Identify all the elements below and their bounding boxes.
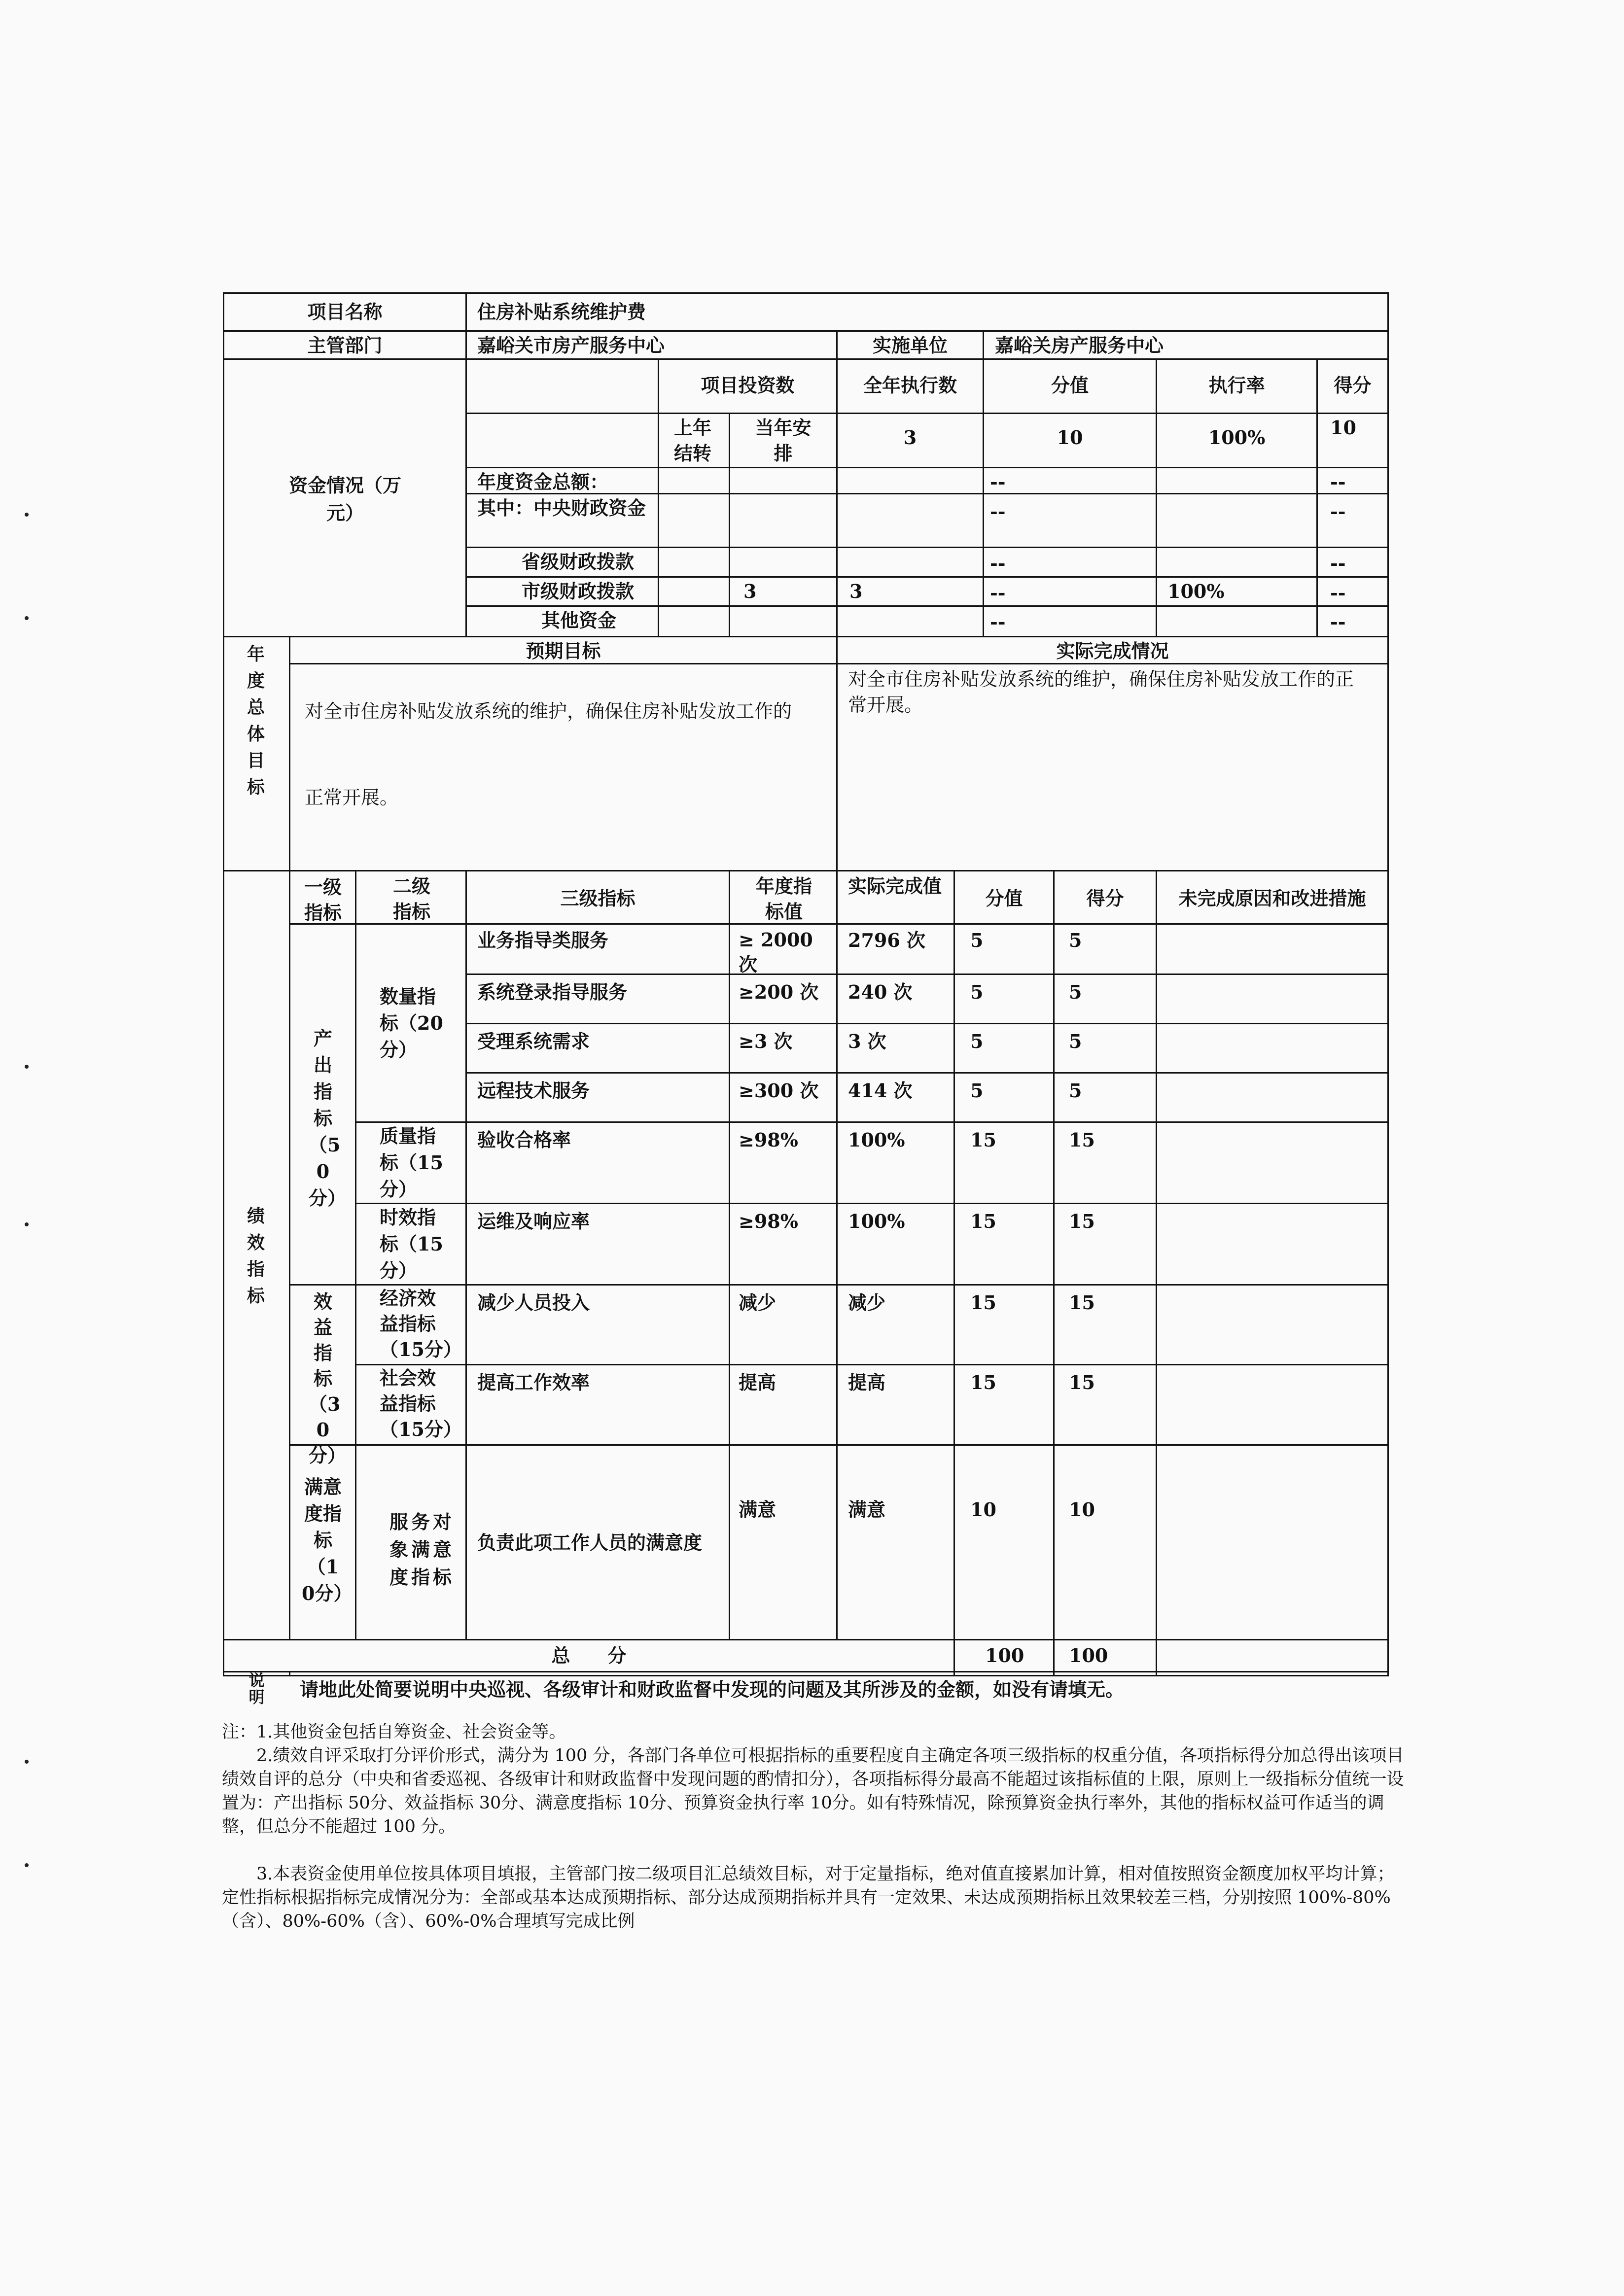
fund-row-city-rate: 100% [1167, 580, 1225, 602]
row-sv: 5 [970, 981, 984, 1003]
expected-line-2: 正常开展。 [305, 787, 399, 808]
row-score: 15 [1069, 1371, 1095, 1393]
fund-row-central-sv: -- [990, 500, 1006, 522]
row-actual: 100% [848, 1210, 905, 1232]
row-name: 业务指导类服务 [477, 929, 609, 951]
row-score: 5 [1069, 1030, 1082, 1052]
fund-row-total-score: -- [1330, 471, 1346, 493]
fund-row-city-score: -- [1330, 582, 1346, 604]
row-target: 满意 [739, 1498, 777, 1521]
total-score: 100 [1069, 1644, 1108, 1667]
dept-label: 主管部门 [307, 334, 383, 356]
scan-dot [25, 1760, 29, 1764]
fund-row-province-score: -- [1330, 552, 1346, 574]
row-target: ≥300 次 [739, 1079, 819, 1102]
project-name-label: 项目名称 [307, 301, 383, 323]
row-actual: 100% [848, 1129, 905, 1151]
project-name-value: 住房补贴系统维护费 [477, 301, 646, 323]
impl-value: 嘉峪关房产服务中心 [995, 334, 1164, 356]
fund-row-central-score: -- [1330, 500, 1346, 522]
row-target: ≥ 2000次 [739, 929, 813, 975]
row-score: 10 [1069, 1498, 1095, 1521]
row-name: 提高工作效率 [477, 1371, 590, 1393]
fund-row-other-sv: -- [990, 611, 1006, 633]
l2-service: 服务对象满意度指标 [389, 1511, 455, 1588]
col-score: 得分 [1334, 374, 1372, 396]
fund-row-total-label: 年度资金总额： [477, 471, 609, 493]
expected-line-1: 对全市住房补贴发放系统的维护，确保住房补贴发放工作的 [305, 700, 792, 722]
row-actual: 提高 [848, 1371, 886, 1393]
row-score: 15 [1069, 1129, 1095, 1151]
note-1: 注：1.其他资金包括自筹资金、社会资金等。 [222, 1722, 566, 1742]
fund-row-other-label: 其他资金 [541, 609, 617, 631]
fund-row-other-score: -- [1330, 611, 1346, 633]
row-target: 提高 [739, 1371, 777, 1393]
row-actual: 满意 [848, 1498, 886, 1521]
row-target: ≥200 次 [739, 981, 819, 1003]
sub-prev: 上年结转 [673, 417, 711, 464]
row-name: 运维及响应率 [477, 1210, 590, 1232]
row-name: 减少人员投入 [477, 1291, 590, 1314]
row-sv: 5 [970, 929, 984, 951]
total-score-value: 100 [985, 1644, 1024, 1667]
col-rate: 执行率 [1208, 374, 1265, 396]
remark-text: 请地此处简要说明中央巡视、各级审计和财政监督中发现的问题及其所涉及的金额，如没有请填无。 [300, 1678, 1125, 1701]
l2-timeliness: 时效指标（15分） [380, 1206, 443, 1282]
l1-benefit: 效益指标（30分） [309, 1290, 347, 1466]
row-score: 5 [1069, 1079, 1082, 1102]
row-sv: 15 [970, 1129, 996, 1151]
h-score: 得分 [1086, 887, 1124, 909]
l2-quantity: 数量指标（20分） [380, 985, 443, 1061]
row-actual: 2796 次 [848, 929, 925, 951]
scan-dot [25, 616, 29, 620]
row-target: 减少 [739, 1291, 777, 1314]
top-score-value: 10 [1057, 426, 1083, 449]
fund-row-total-sv: -- [990, 471, 1006, 493]
row-target: ≥98% [739, 1129, 798, 1151]
impl-label: 实施单位 [872, 334, 948, 356]
row-name: 负责此项工作人员的满意度 [477, 1531, 703, 1554]
row-name: 远程技术服务 [477, 1079, 590, 1102]
row-name: 受理系统需求 [477, 1030, 590, 1052]
h-target: 年度指标值 [755, 875, 812, 923]
expected-header: 预期目标 [526, 640, 601, 662]
row-sv: 15 [970, 1210, 996, 1232]
row-actual: 减少 [848, 1291, 886, 1314]
row-actual: 414 次 [848, 1079, 913, 1102]
fund-row-city-curr: 3 [743, 580, 757, 602]
fund-row-city-sv: -- [990, 582, 1006, 604]
l1-output: 产出指标（50分） [309, 1027, 347, 1209]
h-level2: 二级指标 [392, 875, 430, 923]
actual-line-2: 常开展。 [848, 694, 923, 716]
note-2: 2.绩效自评采取打分评价形式，满分为 100 分，各部门各单位可根据指标的重要程度自主确定各项三级指标的权重分值，各项指标得分加总得出该项目绩效自评的总分（中央和省委巡视、各级审计和财政监督中发现问题的酌情扣分），各项指标得分最高不能超过该指标值的上限，原则上一级指标分值统一设置为：产出指标 50分、效益指标 30分、满意度指标 10分、预算资金执行率 10分。如有特殊情况，除预算资金执行率外，其他的指标权益可作适当的调整，但总分不能超过 100 分。 [222, 1746, 1404, 1837]
l2-economic: 经济效益指标（15分） [380, 1287, 462, 1360]
fund-row-city-exec: 3 [849, 580, 863, 602]
dept-value: 嘉峪关市房产服务中心 [477, 334, 665, 356]
l2-social: 社会效益指标（15分） [380, 1367, 462, 1440]
col-exec: 全年执行数 [863, 374, 957, 396]
top-rate: 100% [1208, 426, 1266, 449]
row-sv: 15 [970, 1371, 996, 1393]
fund-row-central-label: 其中：中央财政资金 [477, 497, 646, 519]
row-score: 15 [1069, 1291, 1095, 1314]
h-score-value: 分值 [985, 887, 1023, 909]
top-exec: 3 [903, 426, 917, 449]
row-actual: 3 次 [848, 1030, 886, 1052]
row-name: 系统登录指导服务 [477, 981, 628, 1003]
goals-side-label: 年度总体目标 [247, 644, 265, 798]
fund-row-city-label: 市级财政拨款 [522, 580, 635, 602]
row-sv: 5 [970, 1030, 984, 1052]
row-score: 5 [1069, 929, 1082, 951]
row-name: 验收合格率 [477, 1129, 571, 1151]
fund-row-province-sv: -- [990, 552, 1006, 574]
col-invest: 项目投资数 [701, 374, 795, 396]
scan-dot [25, 1222, 29, 1226]
scan-dot [25, 1863, 29, 1867]
scan-dot [25, 513, 29, 517]
row-score: 15 [1069, 1210, 1095, 1232]
scan-dot [25, 1065, 29, 1069]
col-score-value: 分值 [1051, 374, 1089, 396]
row-actual: 240 次 [848, 981, 913, 1003]
actual-header: 实际完成情况 [1056, 640, 1169, 662]
row-target: ≥3 次 [739, 1030, 793, 1052]
row-sv: 10 [970, 1498, 996, 1521]
h-level1: 一级指标 [304, 876, 342, 924]
total-label: 总 分 [551, 1644, 627, 1667]
note-3: 3.本表资金使用单位按具体项目填报，主管部门按二级项目汇总绩效目标，对于定量指标，绝对值直接累加计算，相对值按照资金额度加权平均计算；定性指标根据指标完成情况分为：全部或基本达成预期指标、部分达成预期指标并具有一定效果、未达成预期指标且效果较差三档，分别按照 100%-80%（含）、80%-60%（含）、60%-0%合理填写完成比例 [222, 1864, 1395, 1931]
actual-line-1: 对全市住房补贴发放系统的维护，确保住房补贴发放工作的正 [848, 668, 1354, 690]
l2-quality: 质量指标（15分） [380, 1125, 443, 1200]
row-target: ≥98% [739, 1210, 798, 1232]
sub-curr: 当年安排 [755, 417, 812, 464]
funds-label: 资金情况（万元） [288, 474, 401, 524]
remark-label: 说明 [248, 1671, 265, 1706]
h-reason: 未完成原因和改进措施 [1178, 887, 1366, 909]
row-sv: 5 [970, 1079, 984, 1102]
row-score: 5 [1069, 981, 1082, 1003]
row-sv: 15 [970, 1291, 996, 1314]
h-level3: 三级指标 [560, 887, 635, 909]
l1-satisfaction: 满意度指标（10分） [302, 1476, 353, 1604]
fund-row-province-label: 省级财政拨款 [522, 551, 635, 573]
h-actual: 实际完成值 [848, 875, 942, 897]
perf-side-label: 绩效指标 [247, 1206, 265, 1306]
top-score: 10 [1330, 417, 1356, 439]
